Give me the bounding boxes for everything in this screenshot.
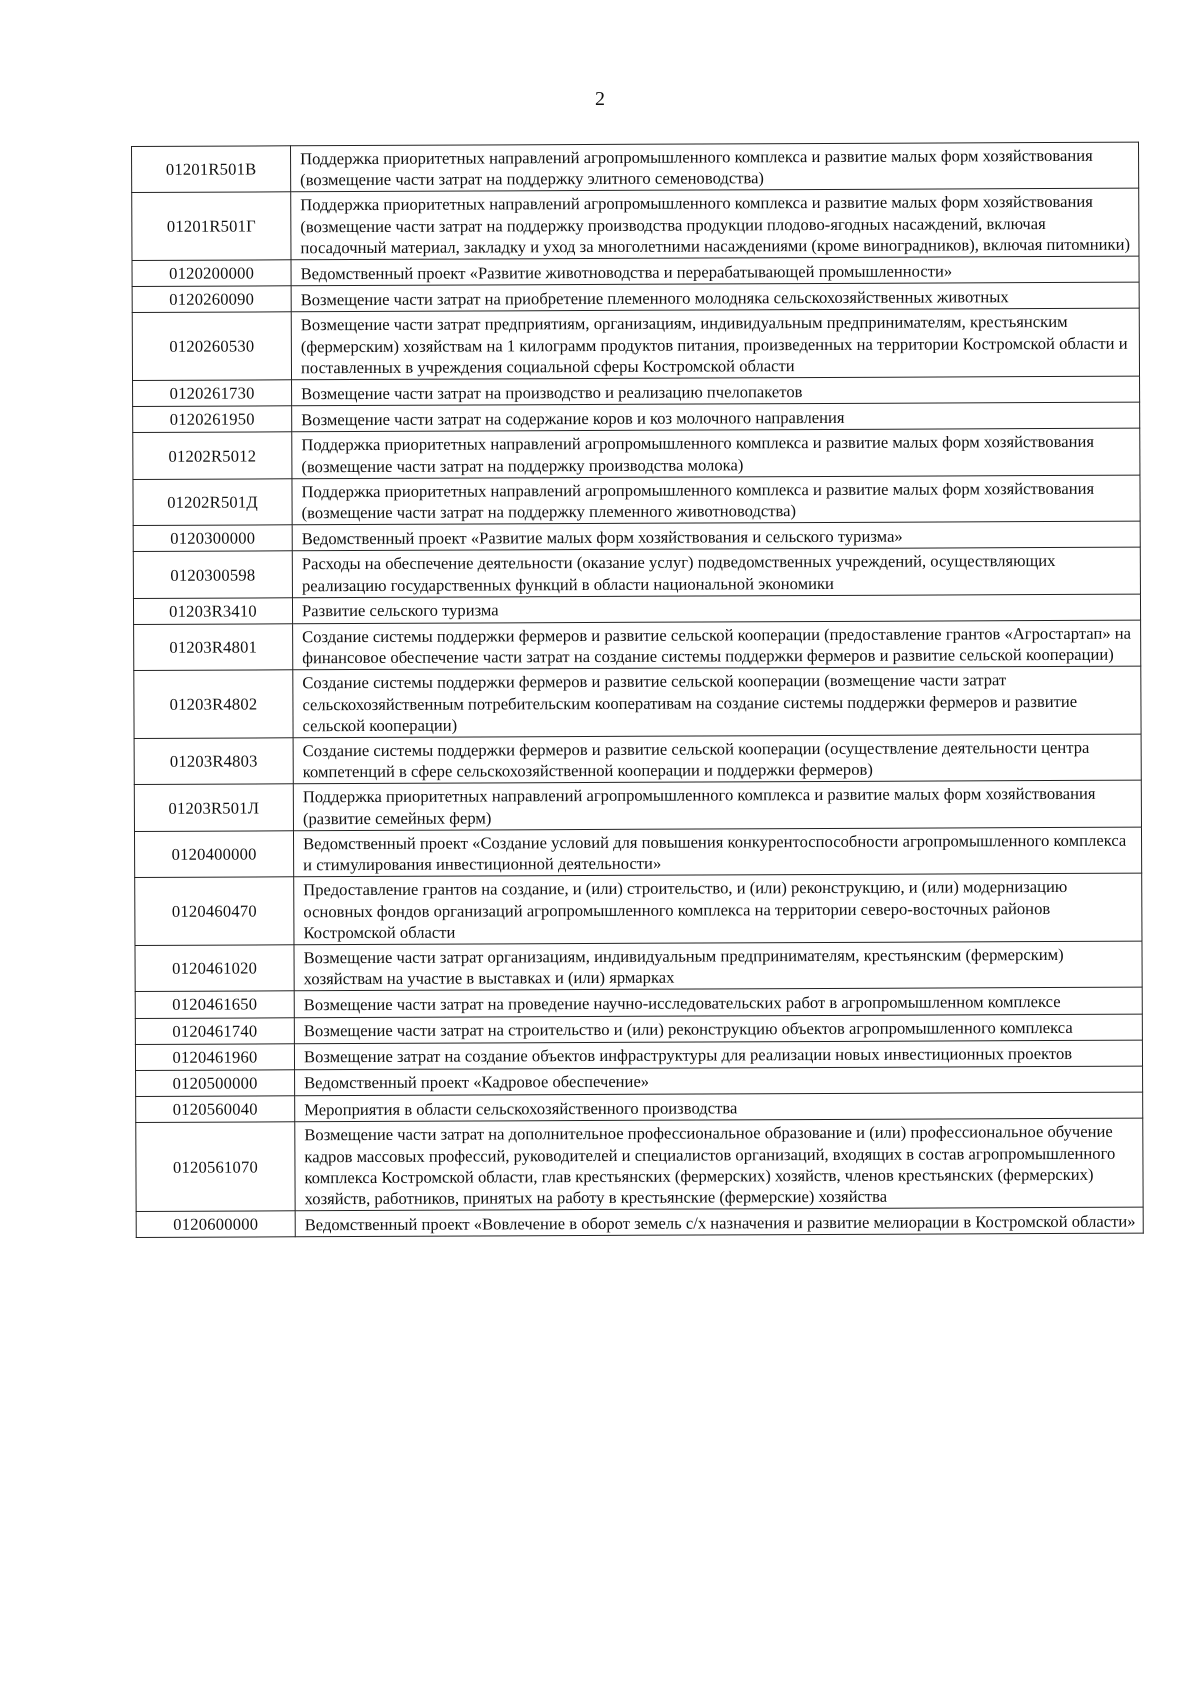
row-code: 0120300598 bbox=[133, 551, 292, 598]
row-description: Поддержка приоритетных направлений агропромышленного комплекса и развитие малых форм хозяйствования (возмещение части затрат на поддержку элитного семеноводства) bbox=[291, 142, 1139, 192]
row-description: Ведомственный проект «Кадровое обеспечение» bbox=[295, 1066, 1143, 1096]
row-description: Ведомственный проект «Вовлечение в оборот земель с/х назначения и развитие мелиорации в Костромской области» bbox=[295, 1207, 1143, 1237]
row-description: Поддержка приоритетных направлений агропромышленного комплекса и развитие малых форм хозяйствования (возмещение части затрат на поддержку производства молока) bbox=[292, 429, 1140, 479]
row-code: 0120461740 bbox=[135, 1017, 294, 1044]
table-row bbox=[135, 941, 1142, 992]
row-code: 01203R4801 bbox=[134, 624, 293, 671]
table-row bbox=[133, 475, 1140, 526]
row-code: 0120461960 bbox=[135, 1044, 294, 1071]
table-row bbox=[132, 309, 1139, 381]
row-description: Создание системы поддержки фермеров и развитие сельской кооперации (возмещение части затрат сельскохозяйственным потребительским кооперативам на создание системы поддержки фермеров и развитие сельской кооперации) bbox=[293, 667, 1141, 738]
row-code: 0120260530 bbox=[132, 312, 291, 380]
row-description: Возмещение части затрат на содержание коров и коз молочного направления bbox=[292, 402, 1140, 432]
table-row bbox=[136, 1118, 1143, 1211]
row-description: Возмещение части затрат на дополнительное профессиональное образование и (или) профессиональное обучение кадров массовых профессий, руководителей и специалистов организаций, входящих в состав агропромышленного комплекса Костромской области, глав крестьянских (фермерских) хозяйств, членов крестьянских (фермерских) хозяйств, работников, принятых на работу в крестьянские (фермерские) хозяйства bbox=[295, 1118, 1143, 1211]
row-description: Возмещение части затрат на приобретение племенного молодняка сельскохозяйственных животных bbox=[291, 282, 1139, 312]
row-code: 01202R5012 bbox=[133, 432, 292, 479]
row-code: 0120460470 bbox=[135, 877, 294, 945]
table-row bbox=[134, 667, 1141, 739]
budget-codes-table bbox=[131, 142, 1144, 1239]
row-code: 01203R501Л bbox=[134, 784, 293, 831]
row-code: 0120500000 bbox=[136, 1070, 295, 1097]
table-row bbox=[135, 873, 1142, 945]
budget-codes-table-wrapper bbox=[131, 142, 1144, 1239]
row-code: 0120261950 bbox=[133, 406, 292, 433]
table-row bbox=[134, 620, 1141, 671]
row-code: 0120561070 bbox=[136, 1122, 295, 1212]
row-description: Возмещение части затрат организациям, индивидуальным предпринимателям, крестьянским (фермерским) хозяйствам на участие в выставках и (или) ярмарках bbox=[294, 941, 1142, 991]
table-row bbox=[133, 429, 1140, 480]
row-description: Поддержка приоритетных направлений агропромышленного комплекса и развитие малых форм хозяйствования (развитие семейных ферм) bbox=[293, 781, 1141, 831]
page-number: 2 bbox=[595, 88, 605, 110]
row-description: Создание системы поддержки фермеров и развитие сельской кооперации (предоставление грантов «Агростартап» на финансовое обеспечение части затрат на создание системы поддержки фермеров и развитие сельской кооперации) bbox=[293, 620, 1141, 670]
table-row bbox=[132, 142, 1139, 193]
row-code: 0120300000 bbox=[133, 525, 292, 552]
table-row bbox=[134, 734, 1141, 785]
row-code: 01203R4803 bbox=[134, 738, 293, 785]
row-code: 0120200000 bbox=[132, 260, 291, 287]
row-description: Мероприятия в области сельскохозяйственного производства bbox=[295, 1092, 1143, 1122]
row-code: 0120400000 bbox=[134, 831, 293, 878]
row-code: 0120560040 bbox=[136, 1096, 295, 1123]
table-row bbox=[136, 1207, 1143, 1238]
table-row bbox=[134, 827, 1141, 878]
row-description: Предоставление грантов на создание, и (или) строительство, и (или) реконструкцию, и (или) модернизацию основных фондов организаций агропромышленного комплекса на территории северо-восточных районов Костромской области bbox=[294, 873, 1142, 944]
row-code: 0120600000 bbox=[136, 1211, 295, 1238]
row-code: 0120260090 bbox=[132, 286, 291, 313]
row-description: Возмещение части затрат предприятиям, организациям, индивидуальным предпринимателям, крестьянским (фермерским) хозяйствам на 1 килограмм продуктов питания, произведенных на территории Костромской области и поставленных в учреждения социальной сферы Костромской области bbox=[291, 309, 1139, 380]
row-code: 01203R4802 bbox=[134, 670, 293, 738]
table-row bbox=[132, 189, 1139, 261]
table-row bbox=[134, 781, 1141, 832]
row-description: Поддержка приоритетных направлений агропромышленного комплекса и развитие малых форм хозяйствования (возмещение части затрат на поддержку производства продукции плодово-ягодных насаждений, включая посадочный материал, закладку и уход за многолетними насаждениями (кроме виноградников), включая питомники) bbox=[291, 189, 1139, 260]
row-code: 01201R501Г bbox=[132, 192, 291, 260]
row-description: Ведомственный проект «Развитие малых форм хозяйствования и сельского туризма» bbox=[292, 521, 1140, 551]
row-description: Создание системы поддержки фермеров и развитие сельской кооперации (осуществление деятельности центра компетенций в сфере сельскохозяйственной кооперации и поддержки фермеров) bbox=[293, 734, 1141, 784]
row-code: 0120461650 bbox=[135, 991, 294, 1018]
row-code: 01202R501Д bbox=[133, 479, 292, 526]
row-description: Возмещение части затрат на строительство и (или) реконструкцию объектов агропромышленного комплекса bbox=[294, 1014, 1142, 1044]
row-code: 01201R501В bbox=[132, 146, 291, 193]
table-row bbox=[133, 548, 1140, 599]
row-description: Возмещение части затрат на производство и реализацию пчелопакетов bbox=[292, 376, 1140, 406]
row-description: Ведомственный проект «Создание условий для повышения конкурентоспособности агропромышленного комплекса и стимулирования инвестиционной деятельности» bbox=[293, 827, 1141, 877]
table-body bbox=[132, 142, 1144, 1238]
row-description: Развитие сельского туризма bbox=[292, 594, 1140, 624]
row-description: Поддержка приоритетных направлений агропромышленного комплекса и развитие малых форм хозяйствования (возмещение части затрат на поддержку племенного животноводства) bbox=[292, 475, 1140, 525]
row-description: Расходы на обеспечение деятельности (оказание услуг) подведомственных учреждений, осуществляющих реализацию государственных функций в области национальной экономики bbox=[292, 548, 1140, 598]
row-code: 0120461020 bbox=[135, 945, 294, 992]
row-code: 01203R3410 bbox=[133, 598, 292, 625]
row-description: Ведомственный проект «Развитие животноводства и перерабатывающей промышленности» bbox=[291, 256, 1139, 286]
row-description: Возмещение затрат на создание объектов инфраструктуры для реализации новых инвестиционных проектов bbox=[294, 1040, 1142, 1070]
row-description: Возмещение части затрат на проведение научно-исследовательских работ в агропромышленном комплексе bbox=[294, 987, 1142, 1017]
row-code: 0120261730 bbox=[133, 380, 292, 407]
